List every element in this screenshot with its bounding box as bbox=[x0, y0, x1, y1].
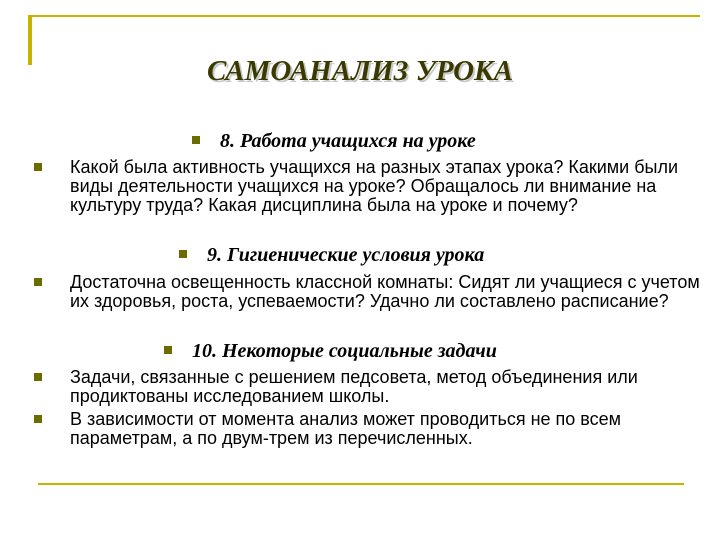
list-item-text: В зависимости от момента анализ может проводиться не по всем параметрам, а по двум-трем из перечисленных. bbox=[70, 409, 622, 448]
section-heading-label: 9. Гигиенические условия урока bbox=[207, 244, 485, 266]
section-heading-label: 10. Некоторые социальные задачи bbox=[192, 340, 497, 362]
list-item bbox=[70, 158, 710, 215]
square-bullet-icon bbox=[34, 415, 42, 423]
square-bullet-icon bbox=[34, 373, 42, 381]
square-bullet-icon bbox=[34, 163, 42, 171]
frame-top-line bbox=[28, 15, 700, 17]
section-heading-9 bbox=[207, 244, 484, 267]
section-heading-8 bbox=[220, 130, 476, 153]
list-item-text: Задачи, связанные с решением педсовета, метод объединения или продиктованы исследованием школы. bbox=[70, 367, 638, 406]
square-bullet-icon bbox=[34, 278, 42, 286]
list-item-text: Какой была активность учащихся на разных этапах урока? Какими были виды деятельности учащихся на уроке? Обращалось ли внимание на культуру труда? Какая дисциплина была на уроке и почему? bbox=[70, 157, 679, 215]
square-bullet-icon bbox=[179, 250, 187, 258]
list-item bbox=[70, 368, 710, 406]
list-item-text: Достаточна освещенность классной комнаты: Сидят ли учащиеся с учетом их здоровья, роста, успеваемости? Удачно ли составлено расписание? bbox=[70, 272, 700, 311]
section-heading-10 bbox=[192, 340, 497, 363]
frame-bottom-line bbox=[38, 483, 684, 485]
section-heading-label: 8. Работа учащихся на уроке bbox=[220, 130, 476, 152]
list-item bbox=[70, 273, 710, 311]
square-bullet-icon bbox=[164, 346, 172, 354]
page-title: САМОАНАЛИЗ УРОКА bbox=[206, 55, 514, 87]
list-item bbox=[70, 410, 710, 448]
square-bullet-icon bbox=[192, 136, 200, 144]
